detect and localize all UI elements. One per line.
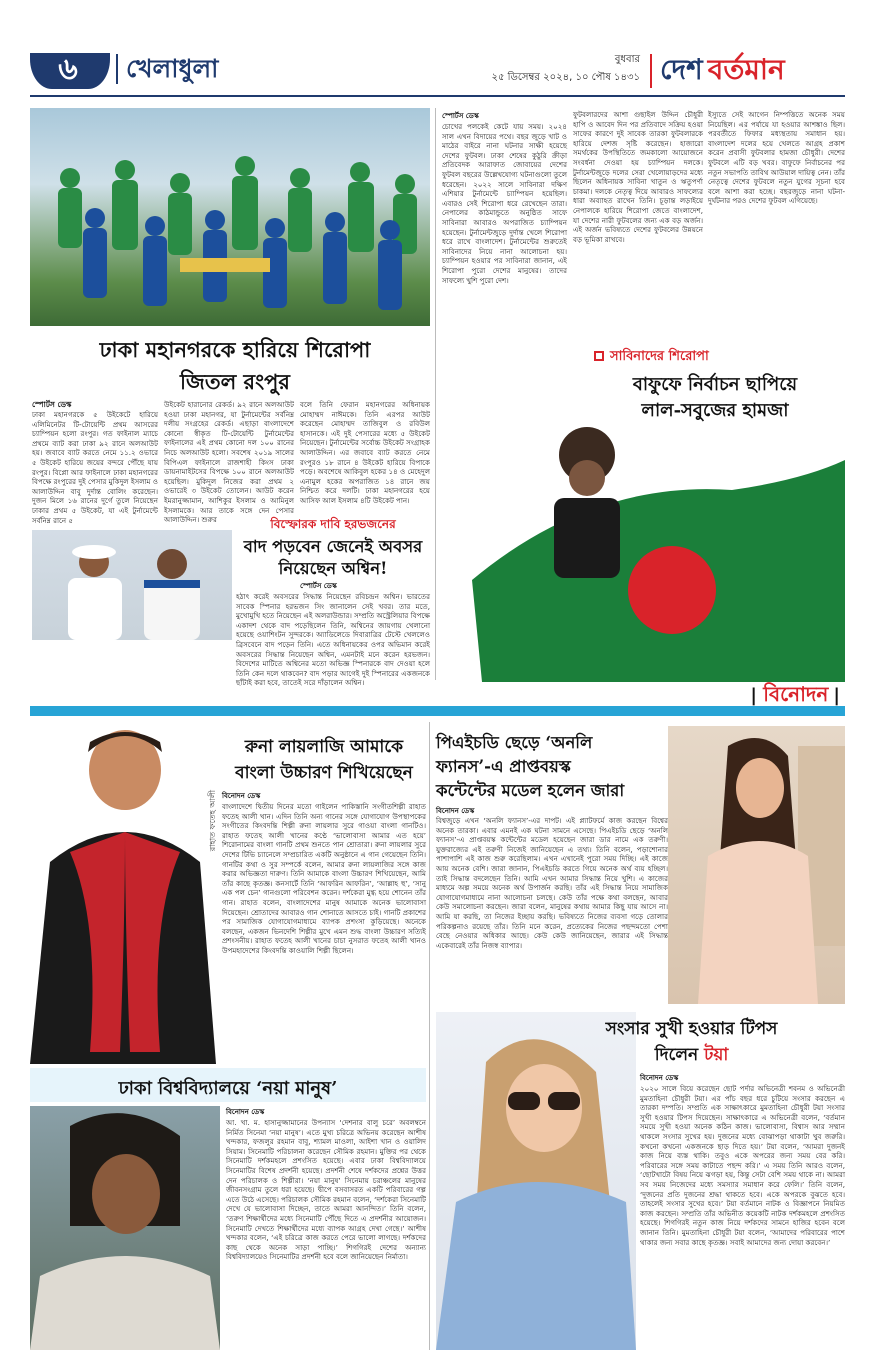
issue-day: বুধবার	[614, 54, 640, 65]
entertainment-title-wrap: | বিনোদন |	[750, 682, 840, 706]
page-number: ৬	[58, 52, 78, 87]
rangpur-col3: বলে তিনি ফেরান মহানগরের অধিনায়ক মোহাম্মদ নাঈমকে। তিনি এরপর আউট করেছেন মোহাম্মদ তাজিবুল ও রবিউল হাসানকে। এই দুই পেসারের মধ্যে ৫ উইকেট নিয়েছেন। টুর্নামেন্টের সর্বোচ্চ উইকেট সংগ্রাহক আলাউদ্দিন। এর জবাবে ব্যাট করতে নেমে রংপুরও ১৮ রানে ৪ উইকেট হারিয়ে বিপাকে পড়ে। অবশেষে আকিবুল হকের ১৪ ও মেহেদুল এনামুল হকের অপরাজিত ১৪ রানে জয় নিশ্চিত করে দলটি। ঢাকা মহানগরের হয়ে আসিফ আল ইসলাম ৪টি উইকেট পান।	[300, 400, 430, 505]
jara-headline-line1: পিএইচডি ছেড়ে ‘অনলি	[436, 733, 593, 752]
hamza-flag-photo	[442, 420, 845, 682]
toya-headline-line2	[538, 1042, 845, 1070]
jara-byline: বিনোদন ডেস্ক	[436, 807, 475, 815]
sabina-kicker-box	[588, 345, 845, 367]
sabina-kicker: সাবিনাদের শিরোপা	[610, 349, 709, 364]
brand-word-desh: দেশ	[660, 53, 703, 86]
toya-headline-name: টয়া	[704, 1045, 729, 1065]
sabina-col-c: ইস্যুতে সেই আগেন নিম্পত্তিতে অনেক সময় নিয়েছিল। এর পর্যায়ে যা হওয়ার আশঙ্কাও ছিল। পরবর্তীতে ফিফার মধ্যস্থতায় সমাধান হয়। বাংলাদেশ দলের হয়ে খেলতে আগ্রহ প্রকাশ করেন প্রবাসী ফুটবলার হামজা চৌধুরী। দেশের ফুটবলে এটি বড় খবর। বাফুফে নির্বাচনের পর নতুন সভাপতি তাবিথ আউয়াল দায়িত্ব নেন। তাঁর নেতৃত্বে দেশের ফুটবলে নতুন যুগের সূচনা হবে বলে আশা করা হচ্ছে। বছরজুড়ে নানা ঘটনা-দুর্ঘটনার পরও দেশের ফুটবল এগিয়েছে।	[708, 110, 845, 206]
ashwin-body: হঠাৎ করেই অবসরের সিদ্ধান্ত নিয়েছেন রবিচন্দ্রন অশ্বিন। ভারতের সাবেক স্পিনার হরভজন সিং জানালেন সেই খবর। তার মতে, মুখোমুখি হতে নিয়েছেন এই অলরাউন্ডার। সম্প্রতি অস্ট্রেলিয়ার বিপক্ষে একাদশ থেকে বাদ পড়েছিলেন তিনি, অশ্বিনের জায়গায় খেলানো হয়েছে ওয়াশিংটন সুন্দরকে। অ্যাডিলেডে দিবারাত্রির টেস্টে খেললেও ব্রিসবেনে বাদ পড়েন তিনি। এতে অধিনায়কের ওপর অভিমান করেই অবসরের সিদ্ধান্ত নিয়েছেন অশ্বিন, এমনটাই মনে করেন হরভজন। বিদেশের মাটিতে অশ্বিনের মতো অভিজ্ঞ স্পিনারকে বাদ দেওয়া হলে তিনি কেন দলে থাকবেন? বাদ পড়ার আগেই দুই স্পিনারের একজনকে ছাঁটাই করা হবে, তাতেই সরে দাঁড়ালেন অশ্বিন।	[236, 592, 430, 688]
noya-headline: ঢাকা বিশ্ববিদ্যালয়ে ‘নয়া মানুষ’	[118, 1078, 338, 1099]
ashwin-byline: স্পোর্টস ডেস্ক	[300, 582, 337, 590]
rahat-body: বাংলাদেশে দ্বিতীয় দিনের মতো গাইলেন পাকিস্তানি সংগীতশিল্পী রাহাত ফতেহ আলী খান। এদিন তিনি অন্য গানের সঙ্গে যোগাযোগ উপস্থাপকের সংগীতের কিংবদন্তি শিল্পী রুনা লায়লার সুরে গাওয়া বাংলা গানটিও। রাহাত ফতেহ আলী খানের কণ্ঠে ‘ভালোবাসা আমার এত হয়ে’ শিরোনামের বাংলা গানটি প্রথম শুনতে পান শ্রোতারা। রুনা লায়লার সুরে দেশের টিভি চ্যানেলে সম্প্রচারিত একটি অনুষ্ঠানে এ গান গেয়েছেন তিনি। গানটির কথা ও সুর সম্পর্কে বলেন, আমার রুনা লায়লাজির সঙ্গে কাজ করার অভিজ্ঞতা দারুণ। তিনি আমাকে বাংলা উচ্চারণ শিখিয়েছেন, আমি তাঁর কাছে কৃতজ্ঞ। কনসার্টে তিনি ‘আফরিন আফরিন’, ‘আল্লাহ হু’, ‘সানু এক পল চেন’ গানগুলো পরিবেশন করেন। দর্শকেরা মুগ্ধ হয়ে শোনেন তাঁর গান। রাহাত বলেন, বাংলাদেশের মানুষ আমাকে অনেক ভালোবাসা দিয়েছেন। শ্রোতাদের আবারও গান শোনাতে আসতে চাই। গানটি প্রকাশের পর সামাজিক যোগাযোগমাধ্যমে ব্যাপক প্রশংসা কুড়িয়েছে। অনেকে বলছেন, একজন ভিনদেশি শিল্পীর মুখে এমন শুদ্ধ বাংলা উচ্চারণ সত্যিই প্রশংসনীয়। রাহাত ফতেহ আলী খানের চাচা নুসরাত ফতেহ আলী খানও উপমহাদেশের কিংবদন্তি কাওয়ালি শিল্পী ছিলেন।	[222, 802, 426, 955]
brand-logo	[660, 48, 785, 92]
brand-word-bartoman: বর্তমান	[707, 53, 785, 86]
toya-body: ২০২০ সালে বিয়ে করেছেন ছোট পর্দার অভিনেত্রী শবনম ও অভিনেত্রী মুমতাহিনা চৌধুরী টয়া। এর পাঁচ বছর ধরে চুটিয়ে সংসার করছেন এ তারকা দম্পতি। সম্প্রতি এক সাক্ষাৎকারে মুমতাহিনা চৌধুরী টয়া সংসার সুখী হওয়ার টিপস দিয়েছেন। সাক্ষাৎকারে এ অভিনেত্রী বলেন, ‘বর্তমান সময়ে সুখী হওয়া অনেক কঠিন কাজ। ভালোবাসা, বিশ্বাস আর সম্মান থাকলে সংসার সুখের হয়। দুজনের মধ্যে বোঝাপড়া থাকাটা খুব জরুরি। কখনো কখনো একজনকে ছাড় দিতে হয়।’ টয়া বলেন, ‘আমরা দুজনই কাজ নিয়ে ব্যস্ত থাকি। তবুও একে অপরের জন্য সময় বের করি। পরিবারের সঙ্গে সময় কাটাতে পছন্দ করি।’ এ সময় তিনি আরও বলেন, ‘ছোটখাটো বিষয় নিয়ে ঝগড়া হয়, কিন্তু সেটা বেশি সময় থাকে না। আমরা সব সময় নিজেদের মধ্যে সমস্যার সমাধান করে ফেলি।’ তিনি বলেন, ‘দুজনের প্রতি দুজনের শ্রদ্ধা থাকতে হবে। একে অপরকে বুঝতে হবে। তাহলেই সংসার সুখের হবে।’ টয়া বর্তমানে নাটক ও বিজ্ঞাপনে নিয়মিত কাজ করছেন। সম্প্রতি তাঁর অভিনীত কয়েকটি নাটক দর্শকমহলে প্রশংসিত হয়েছে। শিগগিরই নতুন কাজ নিয়ে দর্শকদের সামনে হাজির হবেন বলে জানান তিনি। মুমতাহিনা চৌধুরী টয়া বলেন, ‘আমাদের পরিবারের পাশে থাকার জন্য সবার কাছে কৃতজ্ঞ। সবাই আমাদের জন্য দোয়া করবেন।’	[640, 1084, 845, 1247]
masthead	[0, 0, 870, 100]
section-title: খেলাধুলা	[126, 54, 219, 83]
model-portrait	[668, 726, 845, 1004]
ashwin-headline-line1: বাদ পড়বেন জেনেই অবসর	[243, 537, 423, 556]
rahat-byline: বিনোদন ডেস্ক	[222, 792, 261, 800]
issue-date: ২৫ ডিসেম্বর ২০২৪, ১০ পৌষ ১৪৩১	[491, 72, 640, 83]
sabina-byline: স্পোর্টস ডেস্ক	[442, 112, 479, 120]
jara-headline-line2: ফ্যানস’-এ প্রাপ্তবয়স্ক	[436, 757, 571, 776]
masthead-rule	[30, 95, 845, 97]
square-bullet-icon	[594, 351, 604, 361]
singer-portrait	[30, 722, 216, 1064]
noya-photo	[30, 1106, 220, 1350]
noya-body: আ. খা. ম. হাসানুজ্জামানের উপন্যাস ‘দেশনার বালু চরে’ অবলম্বনে নির্মিত সিনেমা ‘নয়া মানুষ’। এতে মুখ্য চরিত্রে অভিনয় করেছেন আশীষ খন্দকার, ফজলুর রহমান বাবু, শ্যামল মাওলা, আইশা খান ও ওয়ালিদ সিয়াম। সিনেমাটি পরিচালনা করেছেন সৌমিক রহমান। মুক্তির পর থেকে সিনেমাটি দর্শকমহলে প্রশংসিত হয়েছে। এবার ঢাকা বিশ্ববিদ্যালয়ে সিনেমাটির বিশেষ প্রদর্শনী হয়েছে। প্রদর্শনী শেষে দর্শকদের প্রশ্নের উত্তর দেন পরিচালক ও শিল্পীরা। ‘নয়া মানুষ’ সিনেমায় চরাঞ্চলের মানুষের জীবনসংগ্রাম তুলে ধরা হয়েছে। দ্বীপে বসবাসরত একটি পরিবারের গল্প এতে উঠে এসেছে। পরিচালক সৌমিক রহমান বলেন, ‘দর্শকেরা সিনেমাটি দেখে যে ভালোবাসা দিচ্ছেন, তাতে আমরা আনন্দিত।’ তিনি বলেন, ‘তরুণ শিক্ষার্থীদের মধ্যে সিনেমাটি পৌঁছে দিতে এ প্রদর্শনীর আয়োজন। সিনেমাটি দেখতে শিক্ষার্থীদের মধ্যে ব্যাপক আগ্রহ দেখা গেছে।’ আশীষ খন্দকার বলেন, ‘এই চরিত্রে কাজ করতে পেরে ভালো লাগছে। দর্শকদের কাছ থেকে অনেক সাড়া পাচ্ছি।’ শিগগিরই দেশের অন্যান্য বিশ্ববিদ্যালয়েও সিনেমাটির প্রদর্শনী হবে বলে জানিয়েছেন নির্মাতা।	[226, 1118, 426, 1262]
jara-headline-line3: কন্টেন্টের মডেল হলেন জারা	[436, 781, 625, 800]
sabina-col-a: চোখের পলকেই কেটে যায় সময়। ২০২৪ সাল এখন বিদায়ের পথে। বছর জুড়ে খাট ও মাঠের বাইরে নানা ঘটনার সাক্ষী হয়েছে দেশের ফুটবল। ঢাকা শেষের কুঠুরি ক্রীড়া প্রতিবেদক আরাফাত জোবায়ের দেশের ফুটবল বছরের উল্লেখযোগ্য ঘটনাগুলো তুলে ধরেছেন। ২০২২ সালে সাবিনারা দক্ষিণ এশিয়ার টুর্নামেন্টে চ্যাম্পিয়ন হয়েছিল। এবারও সেই শিরোপা ধরে রেখেছেন তারা। নেপালের কাঠমান্ডুতে অনুষ্ঠিত সাফে সাবিনারা আবারও অপরাজিত চ্যাম্পিয়ন হয়েছেন। টুর্নামেন্টজুড়ে দুর্দান্ত খেলে শিরোপা ধরে রাখে বাংলাদেশ। টুর্নামেন্টের শুরুতেই সাবিনাদের নিয়ে নানা আলোচনা হয়। চ্যাম্পিয়ন হওয়ার পর সাবিনারা জানান, এই শিরোপা পুরো দেশের মানুষের। তাদের সাফল্যে খুশি পুরো দেশ।	[442, 122, 567, 285]
entertainment-banner	[0, 680, 870, 720]
sabina-col-b: ফুটবলারদের আশা গুছাইল উদ্দিন চৌধুরী হাপি ও আবেদ দিন পর প্রতিবাদে সক্রিয় হওয়া সাফের কারণে দুই সাবেক তারকা ফুটবলারকে হারিয়ে দেশজ সৃষ্টি করেছেন। হাজারো সমর্থকের উপস্থিতিতে জমকালো আয়োজনে সংবর্ধনা দেওয়া হয় চ্যাম্পিয়ন দলকে। টুর্নামেন্টজুড়ে দলের সেরা খেলোয়াড়দের মধ্যে ছিলেন অধিনায়ক সাবিনা খাতুন ও ঋতুপর্ণা চাকমা। দলকে নেতৃত্ব দিয়ে আবারও সাফল্যের ধারা অব্যাহত রাখেন তিনি। চূড়ান্ত লড়াইয়ে নেপালকে হারিয়ে শিরোপা জেতে বাংলাদেশ, যা দেশের নারী ফুটবলের জন্য এক বড় অর্জন। এই অর্জন ভবিষ্যতে দেশের ফুটবলের উন্নয়নে বড় ভূমিকা রাখবে।	[573, 110, 703, 244]
rangpur-headline-line1: ঢাকা মহানগরকে হারিয়ে শিরোপা	[99, 337, 371, 362]
section-divider	[116, 54, 118, 84]
ashwin-body-cont	[32, 644, 232, 680]
toya-headline-prefix: দিলেন	[654, 1045, 705, 1065]
masthead-divider	[650, 54, 652, 88]
rangpur-col2: উইকেট হারানোর রেকর্ড। ৯২ রানে অলআউট হওয়া ঢাকা মহানগর, যা টুর্নামেন্টের সর্বনিম্ন দলীয় সংগ্রহের রেকর্ড। এছাড়া বাংলাদেশে কোনো স্বীকৃত টি-টোয়েন্টি টুর্নামেন্টের ফাইনালের এই প্রথম কোনো দল ১০০ রানের নিচে অলআউট হলো। সবশেষ ২০১৯ সালের বিপিএল ফাইনালে রাজশাহী কিংস ঢাকা ডায়নামাইটসের বিপক্ষে ১০০ রানে অলআউট হয়েছিল। মুকিদুল নিজের করা প্রথম ২ ওভারেই ৩ উইকেট তোলেন। আউট করেন ইমরানুজ্জামান, আশিকুর ইসলাম ও আমিনুল ইসলামকে। আর তাকে সঙ্গে দেন পেসার আলাউদ্দিন। শুরুর	[164, 400, 294, 525]
rangpur-headline-line2: জিতল রংপুর	[180, 369, 290, 394]
sports-col-divider	[435, 108, 436, 680]
toya-byline: বিনোদন ডেস্ক	[640, 1074, 679, 1082]
ashwin-kicker: বিস্ফোরক দাবি হরভজনের	[270, 517, 396, 531]
team-figures	[30, 108, 430, 326]
toya-headline-line1: সংসার সুখী হওয়ার টিপস	[605, 1019, 778, 1039]
rangpur-byline: স্পোর্টস ডেস্ক	[32, 400, 72, 409]
bangladesh-flag-and-player	[442, 420, 845, 682]
entertainment-section-title: বিনোদন	[763, 682, 829, 706]
rahat-photo-credit: রাহাত ফতেহ আলী	[208, 790, 217, 852]
actor-still	[30, 1106, 220, 1350]
rangpur-col1: ঢাকা মহানগরকে ৫ উইকেটে হারিয়ে এলিমিনেটর টি-টোয়েন্টি প্রথম আসরের চ্যাম্পিয়ন হলো রংপুর। গত ফাইনাল ম্যাচে প্রথমে ব্যাট করা ঢাকা ৯২ রানে অলআউট হয়। জবাবে ব্যাট করতে নেমে ১১.২ ওভারে ৫ উইকেট হারিয়ে জয়ের বন্দরে পৌঁছে যায় রংপুর। বিপ্লো আর ফাইনালে ঢাকা মহানগরের বিপক্ষে রংপুরের দুই পেসার মুকিদুল ইসলাম ও আলাউদ্দিন বাবু দুর্দান্ত বোলিং করেছেন। দুজন মিলে ১৬ রানের দুর্গে তুলে নিয়েছেন ঢাকার প্রথম ৫ উইকেট, যা এই টুর্নামেন্টে সর্বনিম্ন রানে ৫	[32, 410, 158, 525]
jara-photo	[668, 726, 845, 1004]
rahat-headline-line2: বাংলা উচ্চারণ শিখিয়েছেন	[235, 763, 413, 783]
rahat-headline-line1: রুনা লায়লাজি আমাকে	[244, 737, 404, 757]
ent-col-divider	[429, 722, 430, 1350]
sabina-headline-line1: বাফুফে নির্বাচন ছাপিয়ে	[632, 374, 798, 395]
ashwin-harbhajan-photo	[32, 530, 232, 640]
jara-body: বিশ্বজুড়ে এখন ‘অনলি ফ্যানস’-এর দাপট। এই প্ল্যাটফর্মে কাজ করছেন বিশ্বের অনেক তারকা। এবার এমনই এক ঘটনা সামনে এসেছে। পিএইচডি ছেড়ে ‘অনলি ফ্যানস’-এ প্রাপ্তবয়স্ক কন্টেন্টের মডেল হয়েছেন জারা ডার নামে এক তরুণী। যুক্তরাজ্যের এই তরুণী নিজেই জানিয়েছেন এ তথ্য। তিনি বলেন, পড়াশোনার পাশাপাশি এই কাজ শুরু করেছিলাম। এখন এখানেই পুরো সময় দিচ্ছি। এই কাজে আয় অনেক বেশি। জারা জানান, পিএইচডি করতে গিয়ে অনেক অর্থ ব্যয় হচ্ছিল। তাই সিদ্ধান্ত বদলেছেন তিনি। আমি এখন আমার সিদ্ধান্ত নিয়ে খুশি। এ কাজের মাধ্যমে অল্প সময়ে অনেক অর্থ উপার্জন করছি। তাঁর এই সিদ্ধান্ত নিয়ে সামাজিক যোগাযোগমাধ্যমে নানা আলোচনা চলছে। কেউ তাঁর পক্ষে কথা বলছেন, আবার কেউ সমালোচনা করছেন। জারা বলেন, মানুষের কথায় আমার কিছু যায় আসে না। আমি যা করছি, তা নিজের ইচ্ছায় করছি। ভবিষ্যতে নিজের ব্যবসা গড়ে তোলার পরিকল্পনাও রয়েছে তাঁর। তিনি মনে করেন, প্রত্যেকের নিজের পছন্দমতো পেশা বেছে নেওয়ার অধিকার আছে। কেউ কেউ জানিয়েছেন, জারার এই সিদ্ধান্ত একেবারেই তাঁর নিজস্ব ব্যাপার।	[436, 816, 668, 950]
rangpur-celebration-photo	[30, 108, 430, 326]
rahat-photo	[30, 722, 216, 1064]
sabina-headline-line2: লাল-সবুজের হামজা	[641, 400, 789, 421]
two-cricketers	[32, 530, 232, 640]
entertainment-cyan-bar	[30, 706, 845, 716]
noya-byline: বিনোদন ডেস্ক	[226, 1108, 265, 1116]
ashwin-headline-line2: নিয়েছেন অশ্বিন!	[278, 559, 388, 578]
